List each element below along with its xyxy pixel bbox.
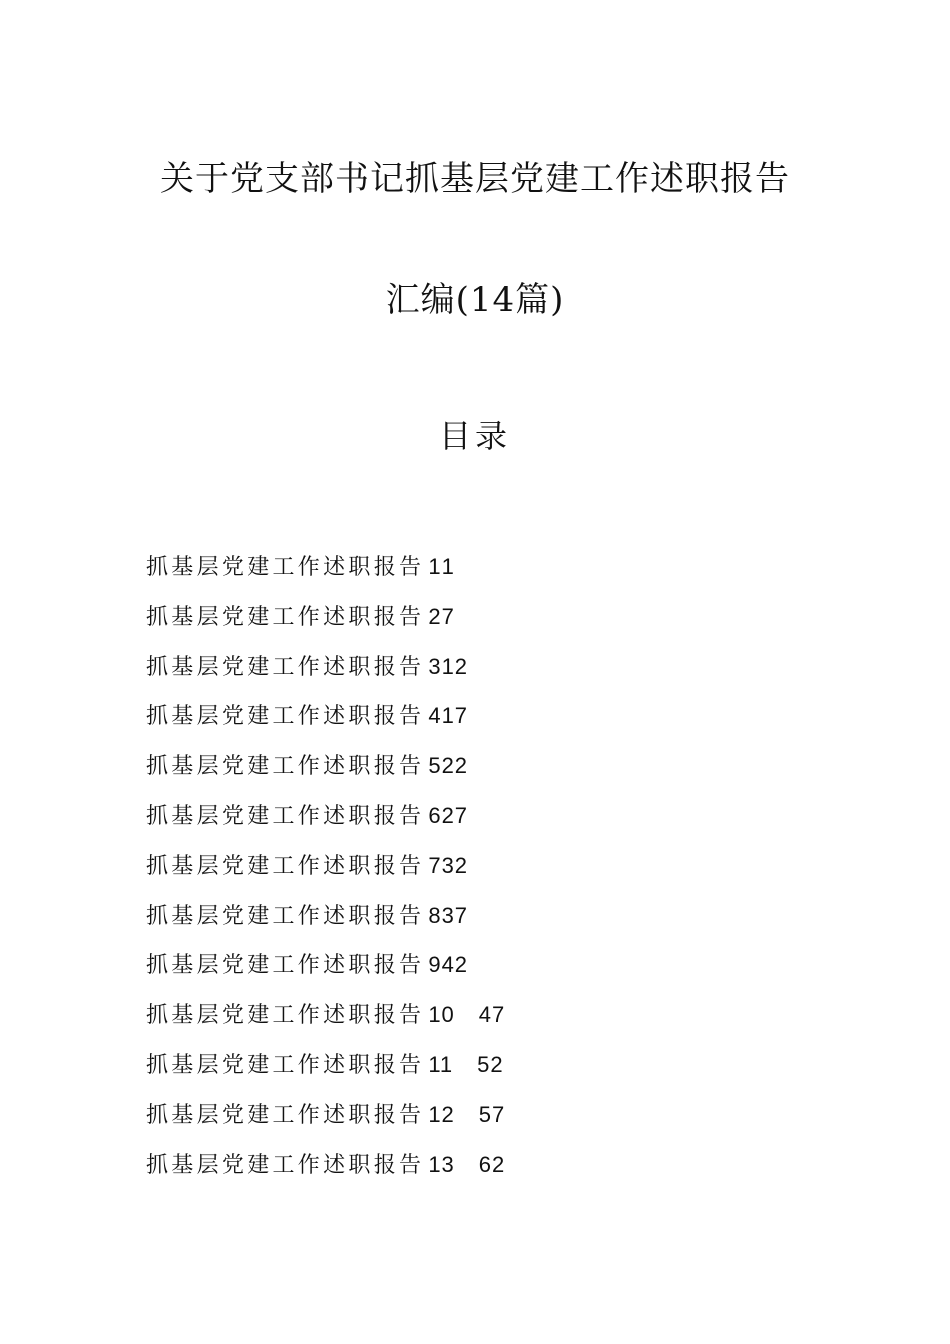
toc-entry-number: 13 <box>428 1151 455 1177</box>
toc-entry-title: 抓基层党建工作述职报告 <box>146 803 425 829</box>
toc-entry-title: 抓基层党建工作述职报告 <box>146 754 425 780</box>
toc-entry-title: 抓基层党建工作述职报告 <box>146 654 425 680</box>
toc-entry-title: 抓基层党建工作述职报告 <box>146 1003 425 1029</box>
toc-entry-number: 12 <box>428 1101 455 1127</box>
toc-entry[interactable] <box>146 1148 505 1198</box>
toc-entry-page: 42 <box>441 952 469 978</box>
toc-entry-number: 6 <box>428 802 442 828</box>
toc-entry[interactable] <box>146 550 505 600</box>
toc-entry-title: 抓基层党建工作述职报告 <box>146 1152 425 1178</box>
toc-entry[interactable] <box>146 749 505 799</box>
toc-entry-number: 4 <box>428 703 442 729</box>
table-of-contents <box>146 550 505 1197</box>
toc-entry-number: 5 <box>428 753 442 779</box>
toc-entry-page: 12 <box>441 653 469 679</box>
toc-entry-title: 抓基层党建工作述职报告 <box>146 704 425 730</box>
toc-entry-title: 抓基层党建工作述职报告 <box>146 1052 425 1078</box>
toc-entry[interactable] <box>146 899 505 949</box>
toc-entry-number: 11 <box>428 1051 454 1077</box>
toc-entry-title: 抓基层党建工作述职报告 <box>146 555 425 580</box>
toc-entry-number: 3 <box>428 653 442 679</box>
toc-entry[interactable] <box>146 600 505 650</box>
toc-heading: 目录 <box>438 417 511 455</box>
toc-entry[interactable] <box>146 699 505 749</box>
toc-entry-title: 抓基层党建工作述职报告 <box>146 853 425 879</box>
toc-entry-page: 47 <box>478 1002 506 1028</box>
toc-entry-title: 抓基层党建工作述职报告 <box>146 1102 425 1128</box>
toc-entry[interactable] <box>146 1098 505 1148</box>
toc-entry-page: 62 <box>478 1151 506 1177</box>
toc-entry-number: 7 <box>428 852 442 878</box>
toc-entry-number: 9 <box>428 952 442 978</box>
toc-entry-page: 27 <box>441 802 469 828</box>
toc-entry-title: 抓基层党建工作述职报告 <box>146 604 425 630</box>
toc-entry[interactable] <box>146 1048 505 1098</box>
toc-entry-number: 1 <box>428 554 442 579</box>
toc-entry-page: 1 <box>441 554 455 579</box>
toc-entry[interactable] <box>146 799 505 849</box>
toc-entry-number: 10 <box>428 1002 455 1028</box>
toc-entry[interactable] <box>146 998 505 1048</box>
document-title-line-1: 关于党支部书记抓基层党建工作述职报告 <box>160 159 790 199</box>
toc-entry-page: 32 <box>441 852 469 878</box>
toc-entry-page: 57 <box>478 1101 506 1127</box>
toc-entry-page: 52 <box>477 1051 504 1077</box>
toc-entry-title: 抓基层党建工作述职报告 <box>146 953 425 979</box>
toc-entry[interactable] <box>146 948 505 998</box>
toc-entry-page: 17 <box>441 703 469 729</box>
toc-entry-page: 22 <box>441 753 469 779</box>
toc-entry-page: 37 <box>441 902 469 928</box>
toc-entry[interactable] <box>146 650 505 700</box>
document-title-line-2: 汇编(14篇) <box>385 280 565 320</box>
toc-entry-number: 2 <box>428 603 442 629</box>
toc-entry-title: 抓基层党建工作述职报告 <box>146 903 425 929</box>
toc-entry-page: 7 <box>441 603 455 629</box>
toc-entry[interactable] <box>146 849 505 899</box>
toc-entry-number: 8 <box>428 902 442 928</box>
